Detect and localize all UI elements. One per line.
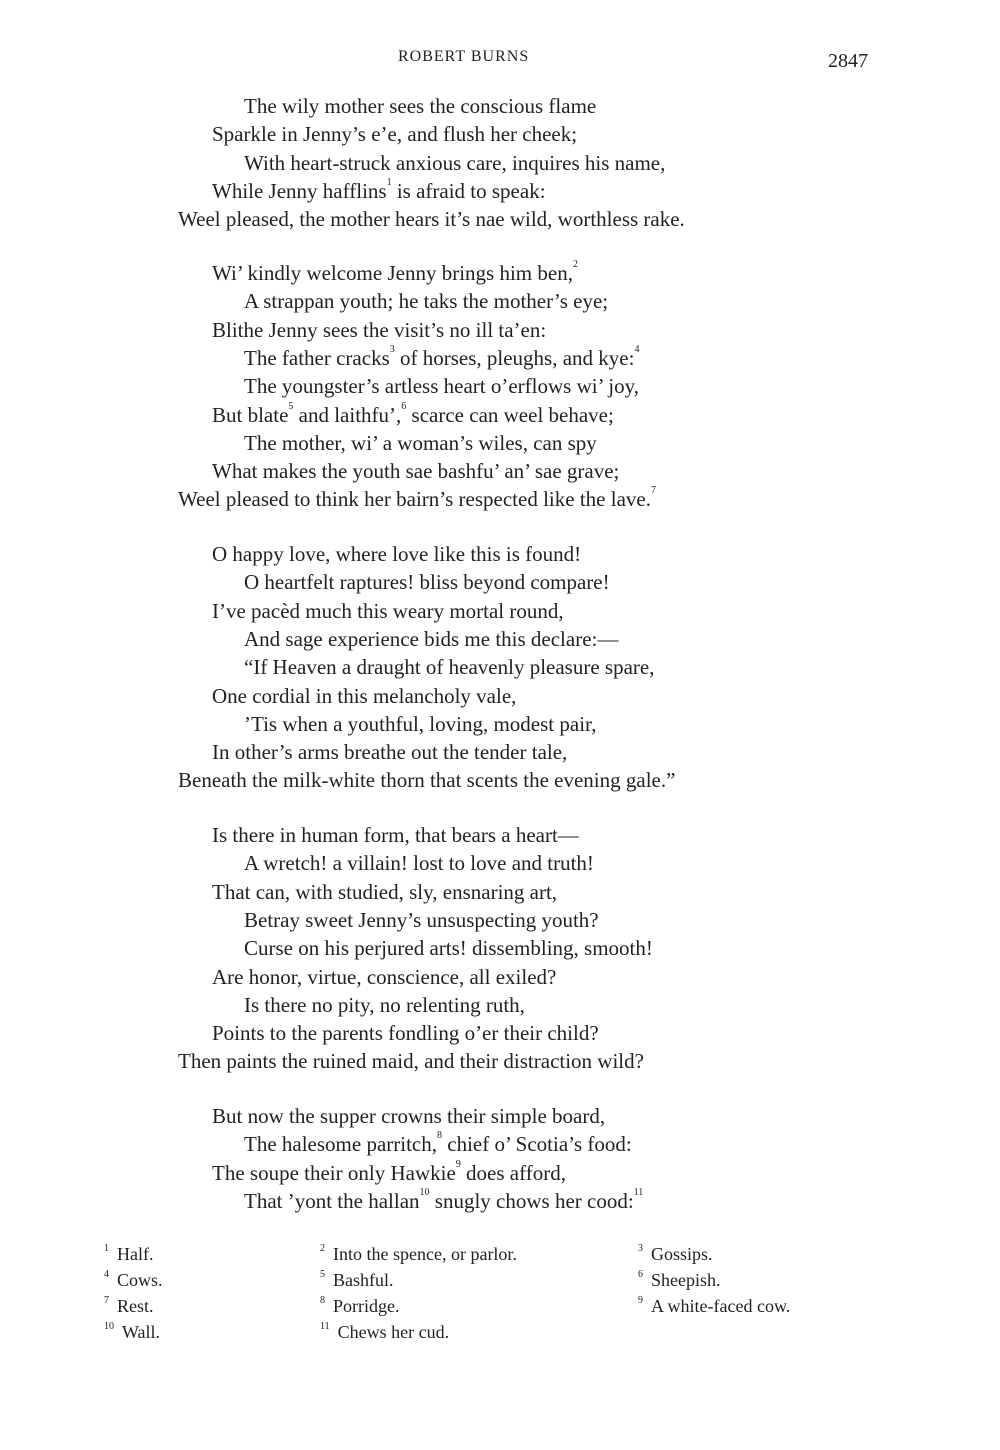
line-text: O heartfelt raptures! bliss beyond compare!: [244, 570, 610, 595]
footnote-number: 6: [638, 1269, 643, 1280]
line-text: One cordial in this melancholy vale,: [212, 683, 517, 708]
line-text: That ’yont the hallan: [244, 1188, 420, 1213]
line-text: and laithfu’,: [293, 402, 402, 427]
footnote-ref: 1: [386, 176, 392, 188]
poem-line: [244, 936, 653, 961]
poem-line: [212, 1104, 605, 1129]
footnote-text: Sheepish.: [651, 1270, 721, 1290]
line-text: Is there no pity, no relenting ruth,: [244, 992, 525, 1017]
poem-line: [212, 318, 546, 343]
poem-line: [212, 823, 579, 848]
line-text: I’ve pacèd much this weary mortal round,: [212, 598, 564, 623]
line-text: A wretch! a villain! lost to love and truth!: [244, 851, 594, 876]
line-text: The mother, wi’ a woman’s wiles, can spy: [244, 430, 597, 455]
footnote: [320, 1244, 517, 1265]
line-text: The wily mother sees the conscious flame: [244, 94, 597, 118]
poem-line: [178, 768, 675, 793]
page-number: 2847: [828, 50, 868, 72]
footnote: [320, 1322, 449, 1343]
line-text: scarce can weel behave;: [406, 402, 614, 427]
footnote-text: Cows.: [117, 1270, 163, 1290]
poem-line: [244, 1132, 632, 1157]
footnote-number: 11: [320, 1321, 330, 1332]
line-text: Are honor, virtue, conscience, all exiled?: [212, 964, 557, 989]
footnote-ref: 3: [389, 343, 395, 355]
footnote-ref: 4: [634, 343, 640, 355]
footnote-text: Wall.: [122, 1322, 161, 1342]
poem-line: [244, 570, 610, 595]
footnote-text: A white-faced cow.: [651, 1296, 791, 1316]
poem-line: [244, 343, 640, 371]
footnote-number: 9: [638, 1295, 643, 1306]
line-text: Weel pleased, the mother hears it’s nae wild, worthless rake.: [178, 207, 685, 232]
poem-line: [212, 880, 557, 905]
footnote-number: 8: [320, 1295, 325, 1306]
footnote: [638, 1270, 721, 1291]
footnote: [104, 1244, 153, 1265]
footnote-ref: 7: [650, 485, 656, 497]
footnote-number: 10: [104, 1321, 114, 1332]
poem-line: [244, 1186, 644, 1214]
line-text: snugly chows her cood:: [429, 1188, 634, 1213]
poem-line: [244, 627, 618, 652]
line-text: With heart-struck anxious care, inquires his name,: [244, 150, 666, 175]
footnote-ref: 2: [572, 259, 578, 270]
poem-line: [212, 400, 614, 428]
line-text: A strappan youth; he taks the mother’s eye;: [244, 289, 609, 314]
line-text: ’Tis when a youthful, loving, modest pair,: [244, 711, 597, 736]
footnote-ref: 10: [419, 1186, 430, 1198]
poem-line: [212, 1158, 566, 1186]
poem-line: [244, 993, 525, 1018]
line-text: In other’s arms breathe out the tender tale,: [212, 740, 568, 765]
footnote: [104, 1270, 163, 1291]
line-text: Wi’ kindly welcome Jenny brings him ben,: [212, 261, 573, 285]
poem-line: [212, 965, 556, 990]
line-text: Beneath the milk-white thorn that scents the evening gale.”: [178, 768, 676, 793]
footnote-text: Half.: [117, 1244, 154, 1264]
line-text: Weel pleased to think her bairn’s respected like the lave.: [178, 487, 651, 512]
line-text: The halesome parritch,: [244, 1132, 437, 1157]
footnote-text: Gossips.: [651, 1244, 713, 1264]
poem-line: [212, 542, 581, 567]
line-text: chief o’ Scotia’s food:: [442, 1132, 632, 1157]
poem-line: [244, 151, 665, 176]
footnote: [638, 1244, 713, 1265]
poem-line: [244, 374, 639, 399]
poem-line: [212, 122, 577, 147]
line-text: of horses, pleughs, and kye:: [394, 345, 635, 370]
footnote-text: Into the spence, or parlor.: [333, 1244, 517, 1264]
poem-line: [212, 176, 546, 204]
line-text: What makes the youth sae bashfu’ an’ sae grave;: [212, 459, 620, 484]
poem-line: [212, 1021, 599, 1046]
line-text: Sparkle in Jenny’s e’e, and flush her cheek;: [212, 122, 578, 147]
poem-line: [212, 261, 578, 286]
footnote-number: 3: [638, 1243, 643, 1254]
footnote-ref: 6: [401, 400, 407, 412]
poem-line: [212, 684, 516, 709]
line-text: does afford,: [460, 1160, 566, 1185]
footnote-ref: 9: [455, 1158, 461, 1170]
running-title: ROBERT BURNS: [398, 48, 530, 65]
footnote: [104, 1322, 160, 1343]
poem-line: [244, 908, 599, 933]
line-text: is afraid to speak:: [391, 178, 546, 203]
line-text: The soupe their only Hawkie: [212, 1160, 456, 1185]
poem-line: [178, 1049, 644, 1074]
line-text: The youngster’s artless heart o’erflows wi’ joy,: [244, 374, 640, 399]
poem-line: [178, 207, 685, 232]
footnote-text: Chews her cud.: [337, 1322, 450, 1342]
footnote-ref: 5: [288, 400, 294, 412]
line-text: And sage experience bids me this declare:—: [244, 626, 619, 651]
footnote-text: Rest.: [117, 1296, 154, 1316]
poem-line: [212, 599, 564, 624]
footnote-text: Porridge.: [333, 1296, 400, 1316]
poem-line: [244, 431, 597, 456]
footnote-number: 1: [104, 1243, 109, 1254]
footnote-number: 4: [104, 1269, 109, 1280]
poem-line: [244, 94, 596, 119]
poem-line: [244, 851, 594, 876]
line-text: But blate: [212, 402, 289, 427]
footnote: [320, 1296, 400, 1317]
poem-line: [212, 459, 619, 484]
line-text: But now the supper crowns their simple board,: [212, 1104, 606, 1128]
line-text: Curse on his perjured arts! dissembling, smooth!: [244, 936, 653, 961]
line-text: Then paints the ruined maid, and their distraction wild?: [178, 1049, 644, 1074]
footnote: [104, 1296, 154, 1317]
footnote-number: 5: [320, 1269, 325, 1280]
line-text: “If Heaven a draught of heavenly pleasure spare,: [244, 655, 655, 680]
poem-line: [178, 487, 656, 512]
line-text: Points to the parents fondling o’er their child?: [212, 1021, 599, 1046]
footnote-ref: 8: [437, 1130, 442, 1142]
running-header: [0, 48, 1000, 72]
footnote-number: 2: [320, 1243, 325, 1254]
line-text: Is there in human form, that bears a heart—: [212, 823, 579, 847]
poem-line: [244, 655, 654, 680]
footnote-ref: 11: [633, 1186, 644, 1198]
line-text: While Jenny hafflins: [212, 178, 387, 203]
footnote-number: 7: [104, 1295, 109, 1306]
line-text: That can, with studied, sly, ensnaring art,: [212, 879, 558, 904]
line-text: Betray sweet Jenny’s unsuspecting youth?: [244, 907, 599, 932]
poem-line: [244, 289, 608, 314]
footnote-text: Bashful.: [333, 1270, 394, 1290]
footnote: [638, 1296, 790, 1317]
footnote: [320, 1270, 394, 1291]
poem-line: [212, 740, 567, 765]
poem-line: [244, 712, 596, 737]
line-text: Blithe Jenny sees the visit’s no ill ta’en:: [212, 317, 547, 342]
line-text: O happy love, where love like this is found!: [212, 542, 582, 566]
line-text: The father cracks: [244, 345, 390, 370]
